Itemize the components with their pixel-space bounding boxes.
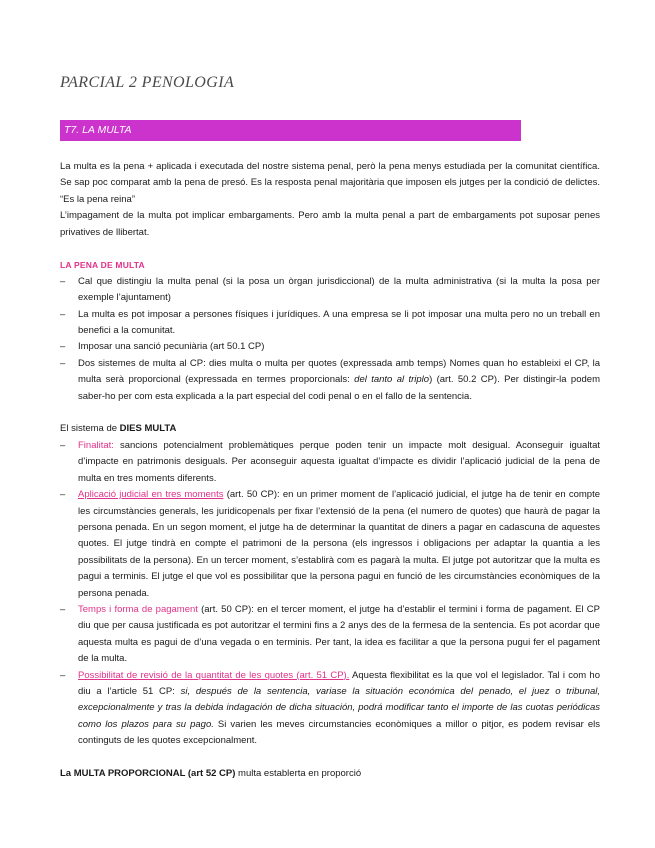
proporcional-bold: La MULTA PROPORCIONAL (art 52 CP) [60, 767, 236, 779]
section-heading-bar [60, 120, 521, 141]
list-item: – Dos sistemes de multa al CP: dies multa o multa per quotes (expressada amb temps) Nomes quan ho estableixi el CP, la multa serà proporcional (expressada en termes proporcionals: del tanto al triplo) (art. 50.2 CP). Per distingir-la podem saber-ho per com esta explicada a la part especial del codi penal o en el fallo de la sentencia. [60, 356, 600, 405]
intro-paragraph-2: L’impagament de la multa pot implicar embargaments. Pero amb la multa penal a part de embargaments pot suposar penes privatives de llibertat. [60, 210, 600, 238]
italic-quote: si, después de la sentencia, variase la situación económica del penado, el juez o tribunal, excepcionalmente y tras la debida indagación de dicha situación, podrá modificar tanto el importe de las cuotas periódicas como los plazos para su pago. [78, 685, 601, 730]
pena-multa-list [60, 274, 600, 405]
italic-phrase: del tanto al triplo [354, 374, 430, 386]
intro-paragraph-1: La multa es la pena + aplicada i executada del nostre sistema penal, però la pena menys estudiada per la comunitat científica. Se sap poc comparat amb la pena de presó. Es la resposta penal majoritària que imposen els jutges per la condició de delictes. “Es la pena reina” [60, 161, 600, 205]
dies-multa-intro: El sistema de DIES MULTA [60, 423, 177, 435]
item-label: Temps i forma de pagament [78, 603, 198, 615]
pena-multa-heading: LA PENA DE MULTA [60, 260, 145, 271]
item-label: Possibilitat de revisió de la quantitat de les quotes (art. 51 CP). [78, 669, 350, 681]
document-body [60, 159, 600, 782]
section-heading: T7. LA MULTA [64, 124, 132, 136]
document-title: PARCIAL 2 PENOLOGIA [60, 74, 235, 91]
list-item: – La multa es pot imposar a persones físiques i jurídiques. A una empresa se li pot imposar una multa pero no un treball en benefici a la comunitat. [60, 307, 600, 340]
item-label: Aplicació judicial en tres moments [78, 489, 224, 501]
item-label: Finalitat: [78, 439, 114, 451]
list-item: – Cal que distingiu la multa penal (si la posa un òrgan jurisdiccional) de la multa administrativa (si la multa la posa per exemple l’ajuntament) [60, 274, 600, 307]
proporcional-paragraph: La MULTA PROPORCIONAL (art 52 CP) multa establerta en proporció [60, 767, 362, 779]
list-item: – Imposar una sanció pecuniària (art 50.1 CP) [60, 339, 600, 355]
dies-multa-bold: DIES MULTA [119, 423, 177, 435]
list-item: – Possibilitat de revisió de la quantitat de les quotes (art. 51 CP). Aquesta flexibilitat es la que vol el legislador. Tal i com ho diu a l’article 51 CP: si, después de la sentencia, variase la situación económica del penado, el juez o tribunal, excepcionalmente y tras la debida indagación de dicha situación, podrá modificar tanto el importe de las cuotas periódicas como los plazos para su pago. Si varien les meves circumstancies econòmiques a millor o pitjor, es podem revisar els continguts de les quotes excepcionalment. [60, 668, 600, 750]
list-item: – Aplicació judicial en tres moments (art. 50 CP): en un primer moment de l’aplicació judicial, el jutge ha de tenir en compte les circumstàncies generals, les juridicopenals per fixar l’extensió de la pena (el numero de quotes) que haurà de pagar la persona penada. En un segon moment, el jutge ha de determinar la quantitat de diners a pagar en cadascuna de aquestes quotes. El jutge tindrà en compte el patrimoni de la persona (els ingressos i obligacions per adaptar la quantia a les possibilitats de la persona). En un tercer moment, s’establirà com es pagarà la multa. El jutge pot autoritzar que la multa es pagui a terminis. El jutge el que vol es possibilitar que la persona pagui en funció de les circumstàncies econòmiques de la persona penada. [60, 487, 600, 602]
dies-multa-list [60, 438, 600, 750]
list-item: – Finalitat: sancions potencialment problemàtiques perque poden tenir un impacte molt desigual. Aconseguir igualtat d’impacte en patrimonis desiguals. Per aconseguir aquesta igualtat d’impacte es dividir l’aplicació judicial de la pena de multa en tres moments diferents. [60, 438, 600, 487]
list-item: – Temps i forma de pagament (art. 50 CP): en el tercer moment, el jutge ha d’establir el termini i forma de pagament. El CP diu que per causa justificada es pot autoritzar el termini fins a 2 anys des de la fermesa de la sentencia. Es pot acordar que aquesta multa es pagui de d’una vegada o en terminis. Per tant, la idea es facilitar a que la persona pugui fer el pagament de la multa. [60, 602, 600, 668]
